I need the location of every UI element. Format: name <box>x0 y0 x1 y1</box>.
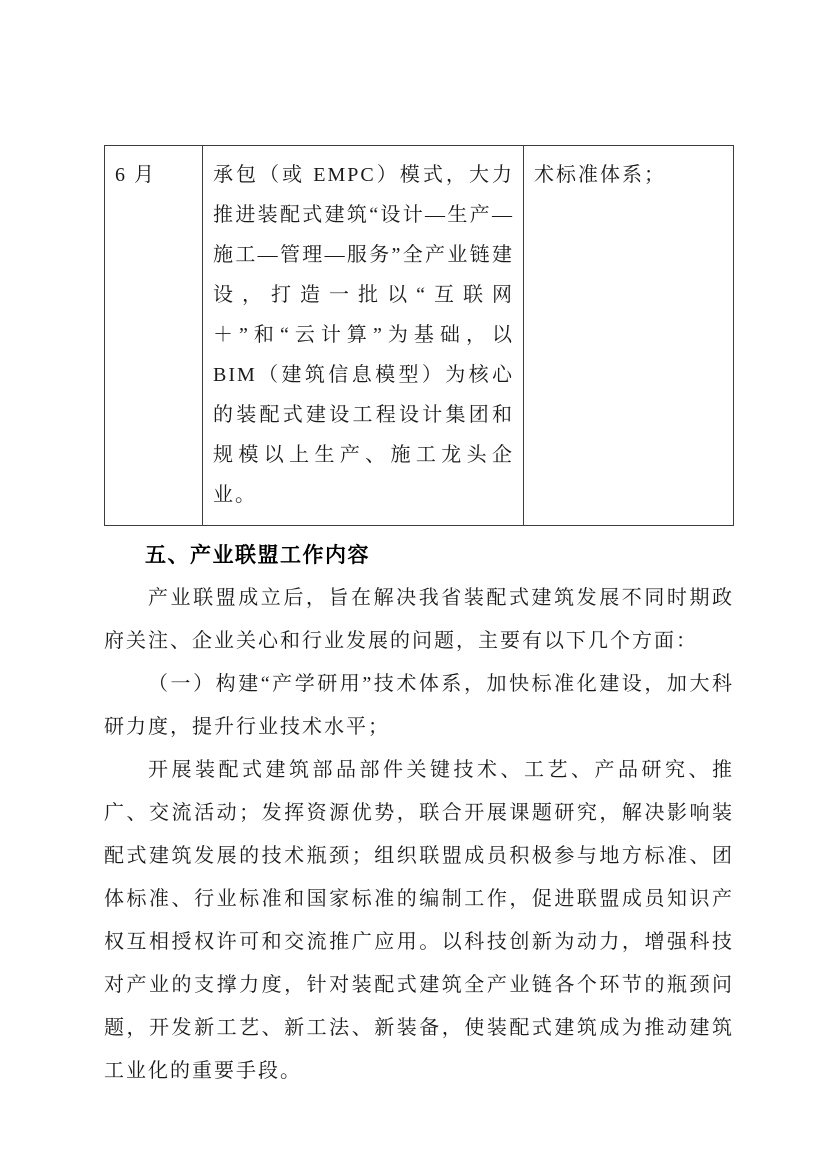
table-cell-note: 术标准体系； <box>524 146 734 526</box>
table-cell-month: 6 月 <box>105 146 203 526</box>
table-row <box>105 146 734 526</box>
section-heading: 五、产业联盟工作内容 <box>145 544 370 567</box>
table-cell-task: 承包（或 EMPC）模式，大力推进装配式建筑“设计—生产—施工—管理—服务”全产业链建设，打造一批以“互联网＋”和“云计算”为基础，以 BIM（建筑信息模型）为核心的装配式建设工程设计集团和规模以上生产、施工龙头企业。 <box>203 146 524 526</box>
schedule-table <box>104 145 734 526</box>
paragraph-item-one: （一）构建“产学研用”技术体系，加快标准化建设，加大科研力度，提升行业技术水平； <box>104 673 734 738</box>
section-body <box>104 577 734 1093</box>
document-content <box>104 145 734 1093</box>
paragraph-intro: 产业联盟成立后，旨在解决我省装配式建筑发展不同时期政府关注、企业关心和行业发展的问题，主要有以下几个方面： <box>104 587 734 652</box>
paragraph-detail: 开展装配式建筑部品部件关键技术、工艺、产品研究、推广、交流活动；发挥资源优势，联合开展课题研究，解决影响装配式建筑发展的技术瓶颈；组织联盟成员积极参与地方标准、团体标准、行业标准和国家标准的编制工作，促进联盟成员知识产权互相授权许可和交流推广应用。以科技创新为动力，增强科技对产业的支撑力度，针对装配式建筑全产业链各个环节的瓶颈问题，开发新工艺、新工法、新装备，使装配式建筑成为推动建筑工业化的重要手段。 <box>104 759 734 1082</box>
